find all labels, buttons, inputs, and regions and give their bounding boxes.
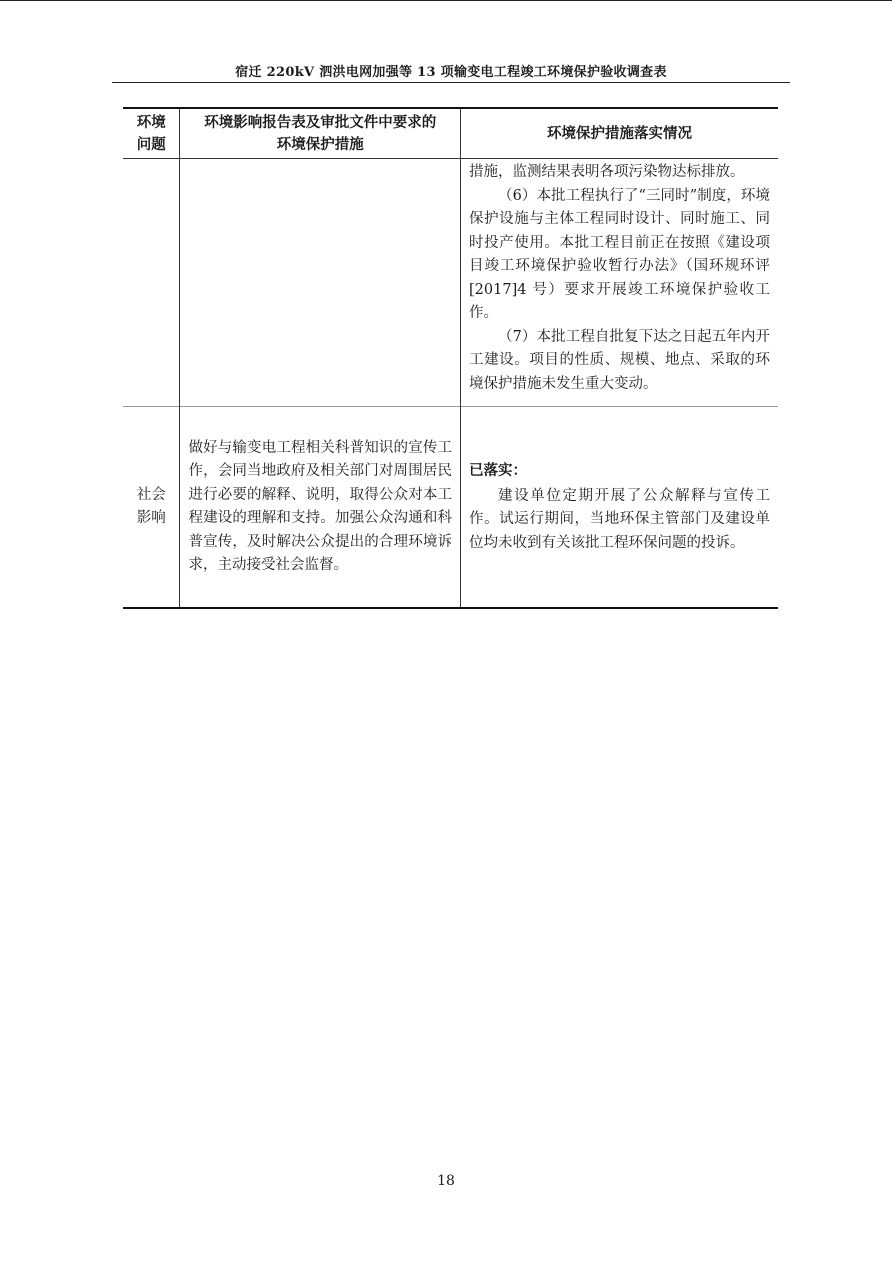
page-top-border — [0, 0, 892, 1]
issue-label-social: 社会 影响 — [136, 486, 166, 526]
header-rule — [112, 82, 790, 83]
column-header-requirements: 环境影响报告表及审批文件中要求的 环境保护措施 — [180, 108, 461, 159]
column-header-implementation: 环境保护措施落实情况 — [461, 108, 778, 159]
cell-requirement-empty — [180, 159, 461, 407]
table-row-social-impact — [123, 407, 778, 609]
cell-implementation-continued — [461, 159, 778, 407]
status-implemented: 已落实： — [469, 462, 528, 479]
table-header-row — [123, 108, 778, 159]
document-header-title: 宿迁 220kV 泗洪电网加强等 13 项输变电工程竣工环境保护验收调查表 — [235, 65, 667, 80]
implementation-text-social: 建设单位定期开展了公众解释与宣传工作。试运行期间，当地环保主管部门及建设单位均未收到有关该批工程环保问题的投诉。 — [469, 487, 770, 551]
implementation-paragraph: （7）本批工程自批复下达之日起五年内开工建设。项目的性质、规模、地点、采取的环境保护措施未发生重大变动。 — [469, 328, 770, 392]
implementation-paragraph: （6）本批工程执行了“三同时”制度，环境保护设施与主体工程同时设计、同时施工、同时投产使用。本批工程目前正在按照《建设项目竣工环境保护验收暂行办法》（国环规环评[2017]4 号）要求开展竣工环境保护验收工作。 — [469, 187, 770, 321]
cell-requirement-social — [180, 407, 461, 609]
cell-issue-empty — [123, 159, 180, 407]
table-row-continued — [123, 159, 778, 407]
cell-implementation-social — [461, 407, 778, 609]
requirement-text-social: 做好与输变电工程相关科普知识的宣传工作，会同当地政府及相关部门对周围居民进行必要的解释、说明，取得公众对本工程建设的理解和支持。加强公众沟通和科普宣传，及时解决公众提出的合理环境诉求，主动接受社会监督。 — [188, 439, 453, 573]
implementation-paragraph: 措施，监测结果表明各项污染物达标排放。 — [469, 164, 745, 180]
page-number: 18 — [437, 1173, 455, 1189]
cell-issue-social — [123, 407, 180, 609]
environmental-measures-table — [123, 107, 778, 609]
column-header-issue: 环境 问题 — [123, 108, 180, 159]
